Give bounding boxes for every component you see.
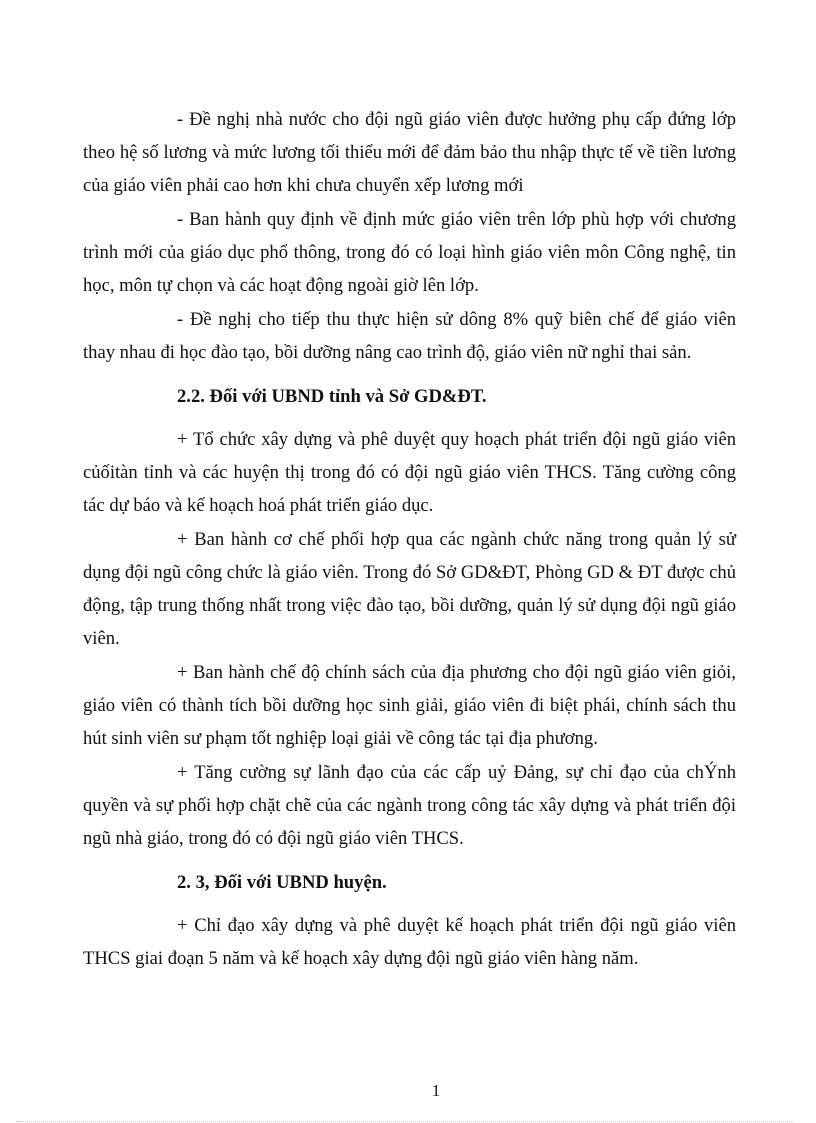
page-number: 1 <box>431 1081 441 1100</box>
section-heading-2-3: 2. 3, Đối với UBND huyện. <box>177 872 387 893</box>
paragraph-teacher-allowance: - Đề nghị nhà nước cho đội ngũ giáo viên được hưởng phụ cấp đứng lớp theo hệ số lương và mức lương tối thiểu mới để đảm bảo thu nhập thực tế về tiền lương của giáo viên phải cao hơn khi chưa chuyển xếp lương mới <box>83 109 736 196</box>
paragraph-local-policy: + Ban hành chế độ chính sách của địa phương cho đội ngũ giáo viên giỏi, giáo viên có thành tích bồi dưỡng học sinh giải, giáo viên đi biệt phái, chính sách thu hút sinh viên sư phạm tốt nghiệp loại giải về công tác tại địa phương. <box>83 662 736 749</box>
body-text <box>83 103 736 976</box>
page-break-divider <box>16 1121 794 1122</box>
paragraph-planning: + Tổ chức xây dựng và phê duyệt quy hoạch phát triển đội ngũ giáo viên củốitàn tỉnh và các huyện thị trong đó có đội ngũ giáo viên THCS. Tăng cường công tác dự báo và kế hoạch hoá phát triển giáo dục. <box>83 429 736 516</box>
paragraph-district-plan: + Chỉ đạo xây dựng và phê duyệt kế hoạch phát triển đội ngũ giáo viên THCS giai đoạn 5 năm và kế hoạch xây dựng đội ngũ giáo viên hàng năm. <box>83 915 736 969</box>
section-heading-2-2: 2.2. Đối với UBND tỉnh và Sở GD&ĐT. <box>177 386 487 407</box>
paragraph-teacher-quota: - Ban hành quy định về định mức giáo viên trên lớp phù hợp với chương trình mới của giáo dục phổ thông, trong đó có loại hình giáo viên môn Công nghệ, tin học, môn tự chọn và các hoạt động ngoài giờ lên lớp. <box>83 209 736 296</box>
paragraph-staffing-fund: - Đề nghị cho tiếp thu thực hiện sử dông 8% quỹ biên chế để giáo viên thay nhau đi học đào tạo, bồi dưỡng nâng cao trình độ, giáo viên nữ nghỉ thai sản. <box>83 309 736 363</box>
paragraph-coordination: + Ban hành cơ chế phối hợp qua các ngành chức năng trong quản lý sử dụng đội ngũ công chức là giáo viên. Trong đó Sở GD&ĐT, Phòng GD & ĐT được chủ động, tập trung thống nhất trong việc đào tạo, bồi dưỡng, quản lý sử dụng đội ngũ giáo viên. <box>83 529 736 649</box>
paragraph-leadership: + Tăng cường sự lãnh đạo của các cấp uỷ Đảng, sự chỉ đạo của chÝnh quyền và sự phối hợp chặt chẽ của các ngành trong công tác xây dựng và phát triển đội ngũ nhà giáo, trong đó có đội ngũ giáo viên THCS. <box>83 762 736 849</box>
